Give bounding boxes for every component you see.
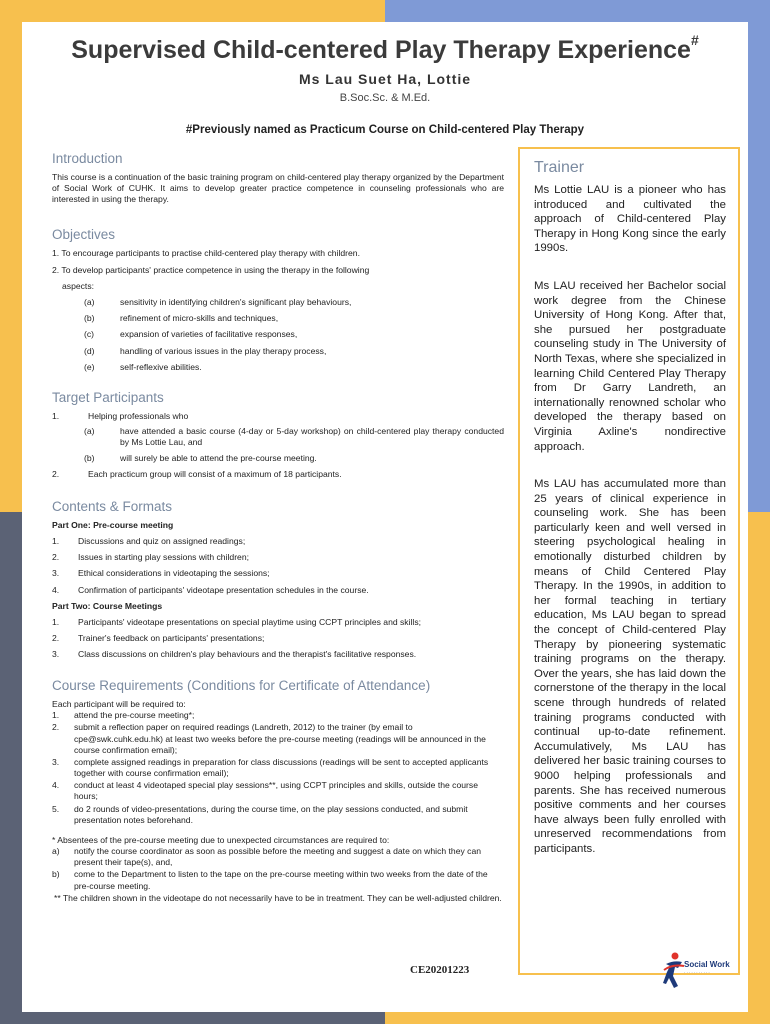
list-marker: 1. — [52, 616, 60, 627]
children-note: ** The children shown in the videotape do not necessarily have to be in treatment. They can be well-adjusted children. — [54, 892, 502, 903]
list-item — [52, 869, 504, 891]
target-section — [52, 389, 504, 480]
list-item — [84, 453, 504, 464]
list-item-text: Class discussions on children's play behaviours and the therapist's facilitative responses. — [78, 649, 417, 660]
introduction-heading: Introduction — [52, 151, 123, 166]
list-item-text: Confirmation of participants' videotape presentation schedules in the course. — [78, 584, 369, 595]
list-item-text: conduct at least 4 videotaped special play sessions**, using CCPT principles and skills, outside the course hours; — [74, 780, 478, 802]
logo-text: Social Work — [684, 960, 730, 969]
part-two-title: Part Two: Course Meetings — [52, 600, 163, 611]
figure-icon — [662, 950, 686, 992]
list-item-text: Each practicum group will consist of a maximum of 18 participants. — [88, 469, 342, 480]
list-item-text: come to the Department to listen to the tape on the pre-course meeting within two weeks from the date of the pre-course meeting. — [74, 869, 488, 891]
list-item — [52, 722, 504, 756]
list-marker: (e) — [84, 361, 95, 372]
list-marker: 3. — [52, 756, 60, 767]
part-one-title: Part One: Pre-course meeting — [52, 519, 174, 530]
list-marker: (b) — [84, 453, 95, 464]
list-item-text: Issues in starting play sessions with children; — [78, 552, 249, 563]
list-marker: 3. — [52, 568, 60, 579]
requirements-list — [52, 710, 504, 826]
list-item-text: will surely be able to attend the pre-course meeting. — [120, 453, 317, 464]
list-item — [52, 649, 504, 660]
target-sub-list — [84, 426, 504, 465]
list-item — [52, 710, 504, 721]
trainer-box — [518, 147, 740, 975]
list-item — [84, 297, 504, 308]
objectives-heading: Objectives — [52, 227, 116, 243]
requirements-heading: Course Requirements (Conditions for Certificate of Attendance) — [52, 678, 431, 694]
logo-subtext: · · · · · · · · · · · — [684, 970, 710, 975]
list-marker: 2. — [52, 722, 60, 733]
target-list-2 — [52, 469, 504, 480]
list-item — [52, 469, 504, 480]
list-item — [52, 804, 504, 826]
author-degree: B.Soc.Sc. & M.Ed. — [339, 92, 431, 104]
absentee-note-list — [52, 846, 504, 892]
list-marker: 4. — [52, 780, 60, 791]
list-marker: 3. — [52, 649, 60, 660]
list-marker: 1. — [52, 710, 60, 721]
list-item — [52, 633, 504, 644]
list-marker: 2. — [52, 633, 60, 644]
objective-item-2: 2. To develop participants' practice competence in using the therapy in the following — [52, 264, 370, 275]
target-list — [52, 411, 504, 422]
list-item — [52, 757, 504, 779]
list-marker: (a) — [84, 297, 95, 308]
list-marker: b) — [52, 869, 60, 880]
list-item — [84, 329, 504, 340]
objective-aspects-label: aspects: — [62, 280, 95, 291]
part-one-list — [52, 536, 504, 596]
list-item — [84, 313, 504, 324]
list-item-text: submit a reflection paper on required readings (Landreth, 2012) to the trainer (by email to cpe@swk.cuhk.edu.hk) at least two weeks before the pre-course meeting (readings will be announced in the course confirmation email); — [74, 722, 486, 755]
list-item-text: refinement of micro-skills and techniques, — [120, 313, 279, 324]
contents-section — [52, 498, 504, 660]
list-item — [52, 411, 504, 422]
list-item-text: do 2 rounds of video-presentations, during the course time, on the play sessions conducted, and submit presentation notes beforehand. — [74, 803, 468, 825]
list-marker: 1. — [52, 536, 60, 547]
left-column — [52, 150, 504, 904]
objectives-section — [52, 226, 504, 373]
introduction-section — [52, 150, 504, 205]
previous-course-name: #Previously named as Practicum Course on Child-centered Play Therapy — [185, 124, 585, 136]
list-item — [52, 617, 504, 628]
list-marker: 2. — [52, 552, 60, 563]
absentee-note: * Absentees of the pre-course meeting due to unexpected circumstances are required to: — [52, 834, 390, 845]
list-item-text: Discussions and quiz on assigned readings; — [78, 536, 246, 547]
course-code: CE20201223 — [410, 964, 470, 976]
list-item — [52, 552, 504, 563]
list-item-text: sensitivity in identifying children's significant play behaviours, — [120, 297, 352, 308]
list-item-text: attend the pre-course meeting*; — [74, 710, 195, 721]
list-item — [84, 362, 504, 373]
social-work-logo — [662, 950, 728, 992]
requirements-section — [52, 677, 504, 903]
target-heading: Target Participants — [52, 389, 164, 405]
list-marker: 1. — [52, 410, 60, 421]
list-item-text: have attended a basic course (4-day or 5-day workshop) on child-centered play therapy conducted by Ms Lottie Lau, and — [120, 425, 504, 447]
requirements-intro: Each participant will be required to: — [52, 699, 186, 710]
list-item-text: notify the course coordinator as soon as possible before the meeting and suggest a date on which they can present their tape(s), and, — [74, 846, 482, 868]
part-two-list — [52, 617, 504, 661]
list-item — [52, 780, 504, 802]
title-text: Supervised Child-centered Play Therapy Experience — [71, 36, 691, 64]
introduction-text: This course is a continuation of the basic training program on child-centered play therapy organized by the Department of Social Work of CUHK. It aims to develop greater practice competence in counseling professionals who are interested in using the therapy. — [52, 171, 504, 204]
page-title — [0, 32, 770, 65]
author-name: Ms Lau Suet Ha, Lottie — [298, 71, 472, 87]
list-item-text: expansion of varieties of facilitative responses, — [120, 329, 298, 340]
list-marker: (a) — [84, 425, 95, 436]
contents-heading: Contents & Formats — [52, 499, 173, 515]
list-item — [84, 426, 504, 448]
list-item-text: handling of various issues in the play therapy process, — [120, 345, 327, 356]
list-marker: 5. — [52, 803, 60, 814]
list-item-text: Helping professionals who — [88, 410, 189, 421]
list-item — [52, 846, 504, 868]
list-item — [84, 346, 504, 357]
trainer-paragraph-3: Ms LAU has accumulated more than 25 years of clinical experience in counseling work. She has been particularly keen and well versed in steering psychological healing in emotionally disturbed children by means of Child Centered Play Therapy. In the 1990s, in addition to her formal teaching in tertiary education, Ms LAU began to spread the concept of Child-centered Play Therapy by pioneering systematic training programs on the therapy. Over the years, she has laid down the cornerstone of the therapy in the local scene through hundreds of related training programs conducted with continual up-to-date refinement. Accumulatively, Ms LAU has delivered her basic training courses to 9000 helping professionals and parents. She has received numerous positive comments and her courses have always been fully enrolled with unreserved recommendations from participants. — [534, 478, 726, 855]
objective-item-1: 1. To encourage participants to practise child-centered play therapy with children. — [52, 247, 360, 258]
list-marker: 2. — [52, 469, 60, 480]
objective-aspects-list — [84, 297, 504, 373]
trainer-heading: Trainer — [534, 159, 585, 176]
list-item-text: Trainer's feedback on participants' presentations; — [78, 633, 265, 644]
list-item-text: Ethical considerations in videotaping the sessions; — [78, 568, 270, 579]
list-marker: (d) — [84, 345, 95, 356]
list-item-text: self-reflexive abilities. — [120, 361, 202, 372]
list-marker: 4. — [52, 584, 60, 595]
list-marker: (b) — [84, 313, 95, 324]
title-mark: # — [690, 32, 699, 48]
list-item-text: complete assigned readings in preparation for class discussions (readings will be sent to accepted applicants together with course confirmation email); — [74, 756, 489, 779]
list-item — [52, 568, 504, 579]
list-item — [52, 585, 504, 596]
list-item — [52, 536, 504, 547]
list-marker: (c) — [84, 329, 95, 340]
trainer-paragraph-1: Ms Lottie LAU is a pioneer who has introduced and cultivated the approach of Child-centered Play Therapy in Hong Kong since the early 1990s. — [534, 184, 726, 255]
trainer-paragraph-2: Ms LAU received her Bachelor social work degree from the Chinese University of Hong Kong. After that, she pursued her postgraduate counseling study in The University of North Texas, where she specialized in learning Child Centered Play Therapy from Dr Garry Landreth, an internationally renowned scholar who developed the therapy based on Virginia Axline's nondirective approach. — [534, 279, 726, 453]
list-item-text: Participants' videotape presentations on special playtime using CCPT principles and skills; — [78, 616, 422, 627]
list-marker: a) — [52, 846, 60, 857]
